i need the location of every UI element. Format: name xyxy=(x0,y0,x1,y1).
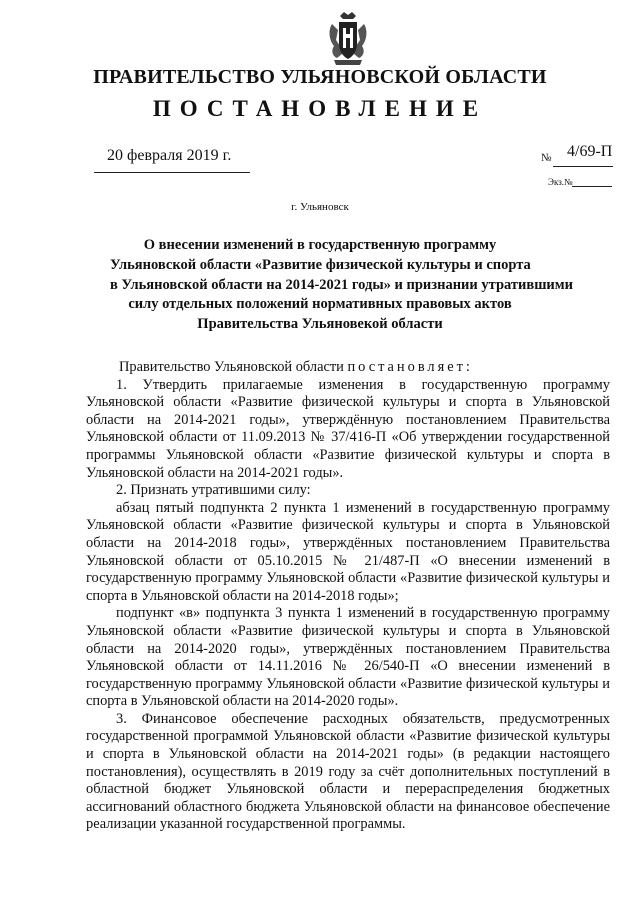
document-date: 20 февраля 2019 г. xyxy=(107,147,232,164)
copy-number-label: Экз.№ xyxy=(548,177,573,187)
copy-number-underline xyxy=(572,186,612,187)
number-underline xyxy=(553,166,613,167)
paragraph-2-item-a: абзац пятый подпункта 2 пункта 1 изменений в государственную программу Ульяновской области «Развитие физической культуры и спорта в Ульяновской области на 2014-2018 годы», утверждённых постановлением Правительства Ульяновской области от 05.10.2015 № 21/487-П «О внесении изменений в государственную программу Ульяновской области «Развитие физической культуры и спорта в Ульяновской области на 2014-2018 годы»; xyxy=(86,499,610,604)
date-underline xyxy=(94,172,250,173)
paragraph-2-item-b: подпункт «в» подпункта 3 пункта 1 изменений в государственную программу Ульяновской области «Развитие физической культуры и спорта в Ульяновской области на 2014-2020 годы», утверждённых постановлением Правительства Ульяновской области от 14.11.2016 № 26/540-П «О внесении изменений в государственную программу Ульяновской области «Развитие физической культуры и спорта в Ульяновской области на 2014-2020 годы». xyxy=(86,605,610,710)
title-line: Правительства Ульяновекой области xyxy=(197,316,443,333)
document-title xyxy=(110,236,574,335)
city-label: г. Ульяновск xyxy=(291,201,349,213)
number-sign: № xyxy=(541,152,552,164)
document-number: 4/69-П xyxy=(567,143,613,160)
paragraph-3: 3. Финансовое обеспечение расходных обязательств, предусмотренных государственной программой Ульяновской области «Развитие физической культуры и спорта в Ульяновской области на 2014-2021 годы» (в редакции настоящего постановления), осуществлять в 2019 году за счёт дополнительных поступлений в областной бюджет Ульяновской области и перераспределения бюджетных ассигнований областного бюджета Ульяновской области на финансовое обеспечение реализации указанной государственной программы. xyxy=(86,710,610,833)
intro-paragraph xyxy=(86,359,610,377)
paragraph-2: 2. Признать утратившими силу: xyxy=(116,482,311,499)
coat-of-arms-emblem xyxy=(326,10,370,68)
organization-title: ПРАВИТЕЛЬСТВО УЛЬЯНОВСКОЙ ОБЛАСТИ xyxy=(93,66,547,88)
title-line: О внесении изменений в государственную программу xyxy=(143,237,497,253)
document-body xyxy=(86,359,610,834)
title-line: в Ульяновской области на 2014-2021 годы» и признании утратившими xyxy=(110,276,574,293)
intro-verb: постановляет: xyxy=(347,359,473,375)
document-type-heading: ПОСТАНОВЛЕНИЕ xyxy=(152,96,488,121)
title-line: Ульяновской области «Развитие физической культуры и спорта xyxy=(110,256,531,273)
title-line: силу отдельных положений нормативных правовых актов xyxy=(128,296,512,313)
paragraph-1: 1. Утвердить прилагаемые изменения в государственную программу Ульяновской области «Развитие физической культуры и спорта в Ульяновской области на 2014-2021 годы», утверждённую постановлением Правительства Ульяновской области от 11.09.2013 № 37/416-П «Об утверждении государственной программы Ульяновской области «Развитие физической культуры и спорта в Ульяновской области на 2014-2021 годы». xyxy=(86,376,610,481)
intro-prefix: Правительство Ульяновской области xyxy=(119,359,348,375)
